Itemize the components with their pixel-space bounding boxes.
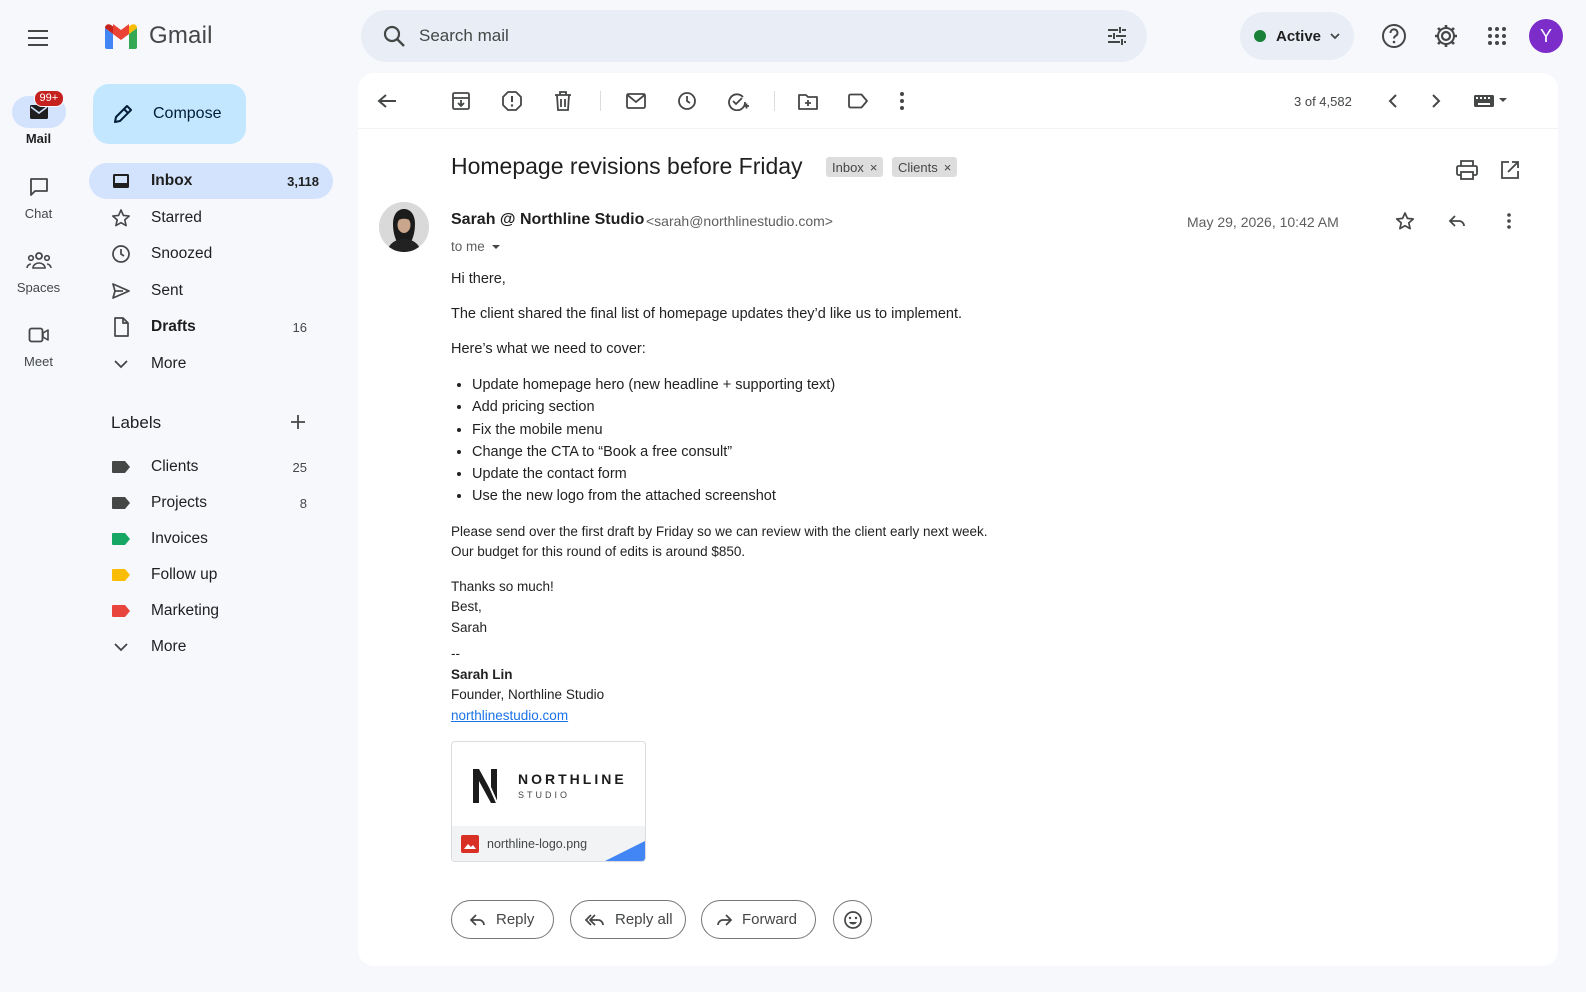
status-label: Active — [1276, 27, 1322, 45]
email-body — [451, 269, 1151, 726]
draft-icon — [111, 317, 131, 337]
label-count: 8 — [299, 495, 307, 511]
pencil-icon — [111, 102, 135, 126]
compose-label: Compose — [153, 105, 222, 122]
move-to-folder-icon[interactable] — [788, 81, 828, 121]
sender-avatar[interactable] — [379, 202, 429, 252]
label-tag-icon — [111, 529, 131, 549]
delete-trash-icon[interactable] — [543, 81, 583, 121]
label-icon[interactable] — [838, 81, 878, 121]
rail-label: Mail — [25, 131, 52, 146]
message-more-vert-icon[interactable] — [1489, 201, 1529, 241]
label-item-projects[interactable] — [89, 485, 333, 521]
body-signoff: Sarah — [451, 619, 488, 635]
search-icon[interactable] — [381, 23, 407, 49]
svg-text:NORTHLINE: NORTHLINE — [518, 771, 627, 787]
label-item-marketing[interactable] — [89, 593, 333, 629]
gmail-logo[interactable] — [103, 22, 213, 50]
caret-down-icon — [491, 244, 501, 250]
inbox-icon — [111, 171, 131, 191]
attachment-preview — [452, 742, 645, 828]
list-item: • Add pricing section — [472, 396, 1151, 418]
clock-icon — [111, 244, 131, 264]
remove-label-icon[interactable]: × — [943, 159, 952, 175]
list-item: • Update homepage hero (new headline + supporting text) — [472, 374, 1151, 396]
labels-title: Labels — [111, 413, 162, 432]
body-closing: Please send over the first draft by Friday so we can review with the client early next week. — [451, 523, 988, 539]
chip-label: Clients — [898, 159, 938, 175]
chat-icon — [28, 176, 50, 198]
signature-link[interactable]: northlinestudio.com — [451, 707, 569, 723]
reply-button[interactable] — [451, 900, 554, 939]
label-tag-icon — [111, 457, 131, 477]
chevron-down-icon — [111, 354, 131, 374]
forward-button[interactable] — [701, 900, 816, 939]
body-thanks: Thanks so much! — [451, 578, 554, 594]
attachment-filename: northline-logo.png — [487, 836, 588, 851]
signature-dashes: -- — [451, 646, 460, 662]
more-vert-icon[interactable] — [882, 81, 922, 121]
body-best: Best, — [451, 599, 482, 615]
labels-list — [89, 449, 333, 665]
toolbar-divider — [600, 91, 601, 111]
status-dot-icon — [1254, 30, 1266, 42]
meet-icon — [28, 326, 50, 344]
older-chevron-right-icon[interactable] — [1416, 81, 1456, 121]
app-rail — [0, 0, 77, 992]
help-icon[interactable] — [1374, 16, 1414, 56]
label-chip-inbox[interactable] — [826, 157, 883, 177]
signature-title: Founder, Northline Studio — [451, 687, 605, 703]
rail-label: Meet — [24, 354, 53, 369]
main-menu-icon[interactable] — [18, 18, 58, 58]
signature-name: Sarah Lin — [451, 666, 513, 682]
svg-text:STUDIO: STUDIO — [518, 790, 571, 800]
folder-nav — [89, 163, 333, 382]
status-selector[interactable] — [1240, 12, 1354, 60]
search-bar — [361, 10, 1147, 62]
label-chip-clients[interactable] — [892, 157, 957, 177]
chevron-down-icon — [111, 637, 131, 657]
label-item-clients[interactable] — [89, 449, 333, 485]
rail-chat[interactable] — [0, 171, 77, 221]
app-name: Gmail — [149, 22, 213, 49]
body-budget: Our budget for this round of edits is around $850. — [451, 544, 746, 560]
snooze-clock-icon[interactable] — [667, 81, 707, 121]
reply-all-label: Reply all — [615, 911, 673, 928]
toolbar-divider — [774, 91, 775, 111]
nav-item-sent[interactable] — [89, 273, 333, 309]
chip-label: Inbox — [832, 159, 864, 175]
list-item: • Fix the mobile menu — [472, 419, 1151, 441]
gmail-m-icon — [103, 22, 139, 50]
forward-label: Forward — [742, 911, 798, 928]
reply-all-button[interactable] — [570, 900, 686, 939]
message-view — [358, 73, 1558, 966]
recipients-label: to me — [451, 239, 485, 254]
label-name: Marketing — [151, 602, 220, 619]
reply-label: Reply — [496, 911, 535, 928]
nav-item-more[interactable] — [89, 346, 333, 382]
chevron-down-icon — [1329, 32, 1341, 40]
list-item: • Update the contact form — [472, 463, 1151, 485]
label-name: Projects — [151, 494, 207, 511]
body-cover: Here’s what we need to cover: — [451, 341, 646, 357]
reply-icon — [470, 914, 486, 926]
recipients-toggle[interactable] — [451, 239, 501, 254]
rail-meet[interactable] — [0, 319, 77, 369]
rail-spaces[interactable] — [0, 245, 77, 295]
task-list — [472, 374, 1151, 508]
label-tag-icon — [111, 565, 131, 585]
star-icon — [111, 208, 131, 228]
mail-badge: 99+ — [34, 90, 65, 107]
list-item: • Change the CTA to “Book a free consult” — [472, 441, 1151, 463]
label-name: Clients — [151, 458, 199, 475]
star-icon[interactable] — [1385, 201, 1425, 241]
add-label-icon[interactable] — [289, 413, 307, 431]
mark-unread-icon[interactable] — [616, 81, 656, 121]
newer-chevron-left-icon[interactable] — [1373, 81, 1413, 121]
add-to-tasks-icon[interactable] — [718, 81, 758, 121]
nav-item-starred[interactable] — [89, 200, 333, 236]
nav-item-drafts[interactable] — [89, 309, 333, 345]
sender-name[interactable]: Sarah @ Northline Studio — [451, 211, 645, 228]
nav-label: Inbox — [151, 172, 193, 189]
pager-text: 3 of 4,582 — [1294, 94, 1352, 109]
email-subject: Homepage revisions before Friday — [451, 153, 803, 179]
nav-item-snoozed[interactable] — [89, 236, 333, 272]
label-tag-icon — [111, 601, 131, 621]
report-spam-icon[interactable] — [492, 81, 532, 121]
label-name: Follow up — [151, 566, 218, 583]
message-date: May 29, 2026, 10:42 AM — [1187, 214, 1339, 230]
compose-button[interactable] — [93, 84, 246, 144]
labels-more[interactable] — [89, 629, 333, 665]
nav-label: More — [151, 354, 187, 372]
rail-label: Spaces — [16, 280, 61, 295]
smiley-icon — [843, 910, 863, 930]
search-input[interactable] — [419, 10, 1079, 62]
nav-count: 3,118 — [287, 173, 319, 189]
label-tag-icon — [111, 493, 131, 513]
sender-email: <sarah@northlinestudio.com> — [646, 213, 833, 229]
open-in-new-window-icon[interactable] — [1490, 150, 1530, 190]
settings-gear-icon[interactable] — [1426, 16, 1466, 56]
apps-grid-icon[interactable] — [1477, 16, 1517, 56]
body-intro: The client shared the final list of homepage updates they’d like us to implement. — [451, 306, 963, 322]
nav-label: Starred — [151, 208, 202, 226]
nav-item-inbox[interactable] — [89, 163, 333, 199]
rail-label: Chat — [24, 206, 53, 221]
input-tools-keyboard-icon[interactable] — [1466, 81, 1516, 121]
emoji-reaction-button[interactable] — [833, 900, 872, 939]
nav-count: 16 — [292, 319, 307, 335]
northline-logo-image — [470, 763, 630, 807]
label-item-invoices[interactable] — [89, 521, 333, 557]
remove-label-icon[interactable]: × — [869, 159, 878, 175]
search-options-icon[interactable] — [1105, 24, 1129, 48]
nav-label: Snoozed — [151, 245, 213, 262]
nav-label: Sent — [151, 281, 183, 299]
archive-icon[interactable] — [441, 81, 481, 121]
list-item: • Use the new logo from the attached screenshot — [472, 485, 1151, 507]
label-name: Invoices — [151, 530, 208, 547]
body-greeting: Hi there, — [451, 271, 506, 287]
message-toolbar — [358, 73, 1558, 129]
nav-label: Drafts — [151, 318, 196, 335]
reply-all-icon — [585, 914, 605, 926]
forward-icon — [716, 914, 732, 926]
spaces-icon — [26, 251, 52, 271]
label-count: 25 — [292, 459, 307, 475]
back-arrow-icon[interactable] — [367, 81, 407, 121]
nav-label: More — [151, 638, 187, 655]
print-icon[interactable] — [1447, 150, 1487, 190]
attachment-corner — [605, 841, 645, 861]
labels-header — [111, 410, 311, 436]
image-file-icon — [461, 835, 479, 853]
attachment-card[interactable] — [451, 741, 646, 862]
account-avatar[interactable]: Y — [1529, 19, 1563, 53]
send-icon — [111, 281, 131, 301]
rail-mail[interactable] — [0, 92, 77, 146]
reply-icon[interactable] — [1437, 201, 1477, 241]
label-item-follow-up[interactable] — [89, 557, 333, 593]
